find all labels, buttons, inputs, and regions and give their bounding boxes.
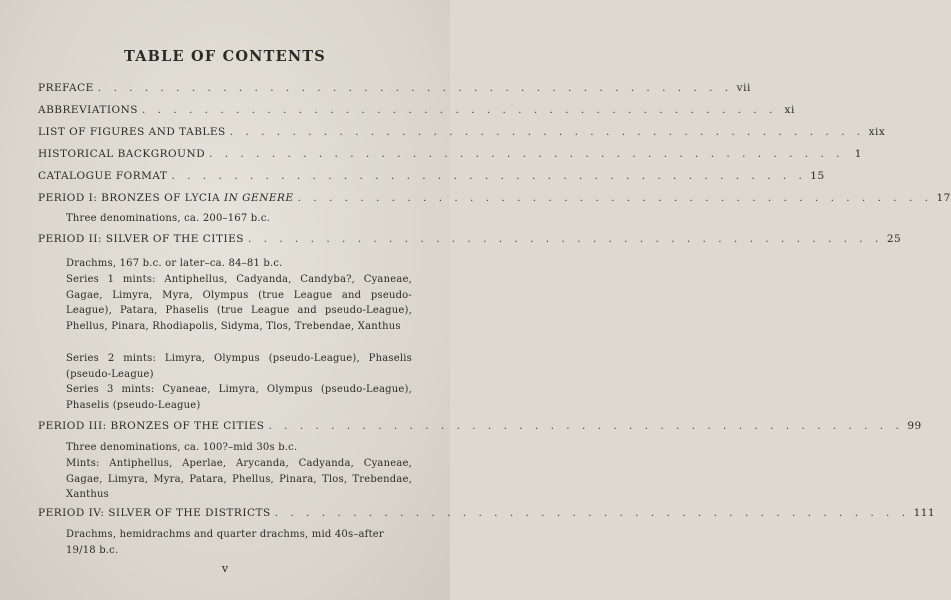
entry-label: CATALOGUE FORMAT — [38, 170, 168, 182]
toc-entry-preface[interactable] — [38, 82, 751, 98]
dot-leader: . . . . . . . . . . . . . . . . . . . . . . . . . . . . . . . . . . . . . . . . . — [247, 233, 883, 245]
entry-description: Drachms, 167 b.c. or later–ca. 84–81 b.c. — [66, 258, 283, 269]
entry-label-main: PERIOD I: BRONZES OF LYCIA — [38, 192, 221, 204]
entry-description: Series 1 mints: Antiphellus, Cadyanda, Candyba?, Cyaneae, Gagae, Limyra, Myra, Olympus (true League and pseudo-League), Patara, Phaselis (true League and pseudo-League), Phellus, Pinara, Rhodiapolis, Sidyma, Tlos, Trebendae, Xanthus — [66, 274, 412, 332]
entry-page: 17 — [936, 192, 951, 204]
entry-page: 15 — [810, 170, 825, 182]
entry-description: Three denominations, ca. 200–167 b.c. — [66, 213, 270, 224]
entry-description: Drachms, hemidrachms and quarter drachms, mid 40s–after 19/18 b.c. — [66, 529, 384, 556]
dot-leader: . . . . . . . . . . . . . . . . . . . . . . . . . . . . . . . . . . . . . . . . . — [141, 104, 777, 116]
page-title: TABLE OF CONTENTS — [124, 47, 326, 65]
entry-description: Mints: Antiphellus, Aperlae, Arycanda, Cadyanda, Cyaneae, Gagae, Limyra, Myra, Patara, Phellus, Pinara, Tlos, Trebendae, Xanthus — [66, 458, 412, 501]
toc-entry-historical-background[interactable] — [38, 148, 862, 164]
entry-page: 1 — [854, 148, 862, 160]
entry-label: PERIOD III: BRONZES OF THE CITIES — [38, 420, 265, 432]
toc-entry-period-2[interactable] — [38, 233, 902, 249]
entry-label: LIST OF FIGURES AND TABLES — [38, 126, 226, 138]
entry-description: Series 3 mints: Cyaneae, Limyra, Olympus (pseudo-League), Phaselis (pseudo-League) — [66, 384, 412, 411]
toc-entry-abbreviations[interactable] — [38, 104, 795, 120]
entry-label: PREFACE — [38, 82, 94, 94]
dot-leader: . . . . . . . . . . . . . . . . . . . . . . . . . . . . . . . . . . . . . . . . . — [229, 126, 865, 138]
dot-leader: . . . . . . . . . . . . . . . . . . . . . . . . . . . . . . . . . . . . . . . . . — [171, 170, 807, 182]
entry-label — [38, 192, 294, 204]
dot-leader: . . . . . . . . . . . . . . . . . . . . . . . . . . . . . . . . . . . . . . . . . — [297, 192, 933, 204]
dot-leader: . . . . . . . . . . . . . . . . . . . . . . . . . . . . . . . . . . . . . . . . . — [97, 82, 733, 94]
toc-entry-period-1[interactable] — [38, 192, 951, 208]
toc-entry-period-4[interactable] — [38, 507, 936, 523]
entry-description: Three denominations, ca. 100?–mid 30s b.c. — [66, 442, 298, 453]
toc-entry-catalogue-format[interactable] — [38, 170, 825, 186]
entry-page: xix — [868, 126, 886, 138]
entry-page: 99 — [907, 420, 922, 432]
entry-label: HISTORICAL BACKGROUND — [38, 148, 206, 160]
entry-label: PERIOD IV: SILVER OF THE DISTRICTS — [38, 507, 271, 519]
toc-entry-period-3[interactable] — [38, 420, 922, 436]
entry-label: PERIOD II: SILVER OF THE CITIES — [38, 233, 244, 245]
dot-leader: . . . . . . . . . . . . . . . . . . . . . . . . . . . . . . . . . . . . . . . . . — [268, 420, 904, 432]
entry-page: 111 — [913, 507, 936, 519]
entry-page: vii — [736, 82, 751, 94]
entry-description: Series 2 mints: Limyra, Olympus (pseudo-League), Phaselis (pseudo-League) — [66, 353, 412, 380]
entry-page: 25 — [886, 233, 902, 245]
entry-page: xi — [784, 104, 795, 116]
dot-leader: . . . . . . . . . . . . . . . . . . . . . . . . . . . . . . . . . . . . . . . . . — [209, 148, 844, 160]
page-number: v — [221, 562, 229, 575]
toc-entry-list-of-figures[interactable] — [38, 126, 886, 142]
dot-leader: . . . . . . . . . . . . . . . . . . . . . . . . . . . . . . . . . . . . . . . . . — [274, 507, 910, 519]
entry-label-italic: IN GENERE — [223, 192, 294, 204]
entry-label: ABBREVIATIONS — [38, 104, 138, 116]
